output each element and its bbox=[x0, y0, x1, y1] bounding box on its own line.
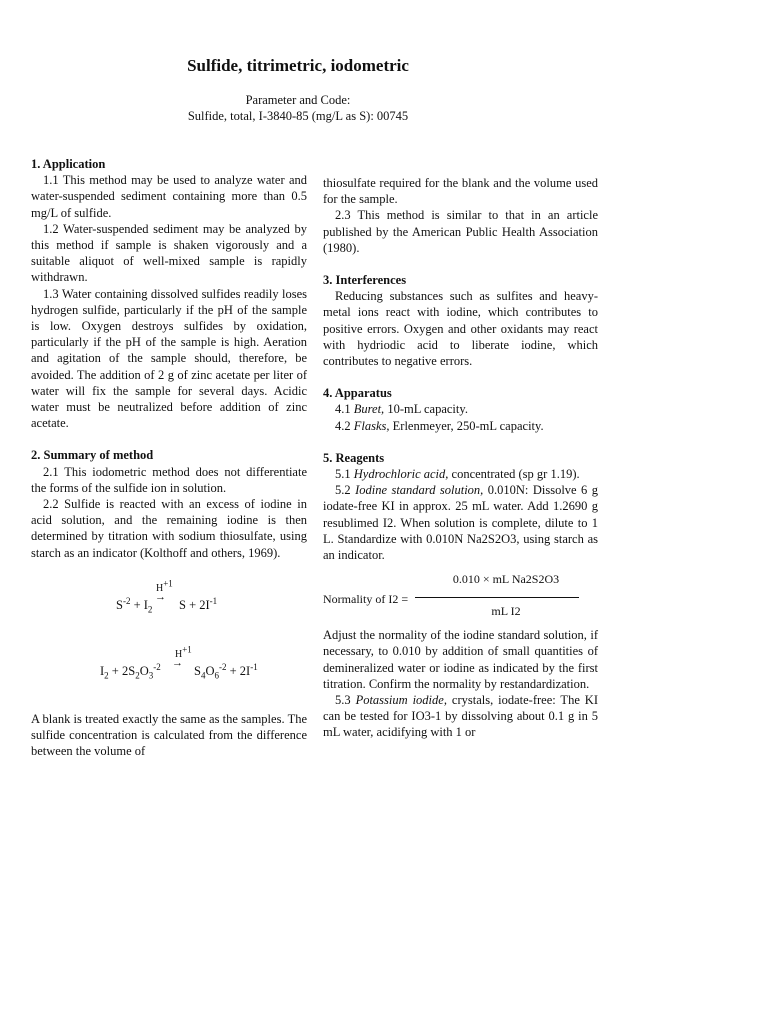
reagent-hydrochloric-acid: 5.1 Hydrochloric acid, concentrated (sp gr 1.19). bbox=[335, 467, 580, 482]
apparatus-item-flasks: 4.2 Flasks, Erlenmeyer, 250-mL capacity. bbox=[335, 418, 544, 433]
reagent-iodine-standard: 5.2 Iodine standard solution, 0.010N: Dissolve 6 g iodate-free KI in approx. 25 mL water. Add 1.2690 g resublimed I2. When solution is complete, dilute to 1 L. Standardize with 0.010N Na2S2O3, using starch as an indicator. bbox=[323, 483, 598, 563]
fraction-bar bbox=[415, 597, 579, 598]
equation-1-rhs: $S + 2I^{-1}$ bbox=[179, 595, 218, 612]
equation-sulfide-iodine bbox=[31, 575, 307, 635]
section-heading-reagents: 5. Reagents bbox=[323, 450, 385, 465]
equation-1-lhs: $S^{-2} + I_2$ bbox=[116, 595, 153, 615]
equation-2-catalyst: $H^{+1}$ bbox=[175, 644, 192, 660]
left-column bbox=[31, 156, 307, 759]
equation-iodine-thiosulfate bbox=[31, 641, 307, 701]
right-column bbox=[323, 175, 598, 741]
parameter-label: Parameter and Code: bbox=[245, 93, 351, 107]
normality-numerator: 0.010 × mL Na2S2O3 bbox=[452, 572, 560, 587]
paragraph-1-1: 1.1 This method may be used to analyze water and water-suspended sediment containing more than 0.5 mg/L of sulfide. bbox=[31, 173, 307, 220]
equation-1-catalyst: $H^{+1}$ bbox=[156, 578, 173, 594]
reagent-potassium-iodide: 5.3 Potassium iodide, crystals, iodate-free: The KI can be tested for IO3-1 by dissolving about 0.1 g in 5 mL water, acidifying with 1 or bbox=[323, 693, 598, 740]
equation-2-lhs: $I_2 + 2S_2O_3^{-2}$ bbox=[100, 661, 161, 681]
equation-1-arrow: → bbox=[155, 590, 166, 603]
parameter-code: Sulfide, total, I-3840-85 (mg/L as S): 00745 bbox=[187, 109, 409, 123]
paragraph-2-2: 2.2 Sulfide is reacted with an excess of iodine in acid solution, and the remaining iodine is then determined by titration with sodium thiosulfate, using starch as an indicator (Kolthoff and others, 1969). bbox=[31, 497, 307, 560]
paragraph-1-3: 1.3 Water containing dissolved sulfides readily loses hydrogen sulfide, particularly if the pH of the sample is low. Oxygen destroys sulfides by oxidation, particularly if the pH of the sample is high. Aeration and agitation of the sample should, therefore, be avoided. The addition of 2 g of zinc acetate per liter of water will fix the sample for several days. Acidic water must be neutralized before addition of zinc acetate. bbox=[31, 286, 307, 431]
normality-denominator: mL I2 bbox=[491, 604, 521, 619]
paragraph-blank: A blank is treated exactly the same as the samples. The sulfide concentration is calculated from the difference between the volume of bbox=[31, 711, 307, 759]
document-title: Sulfide, titrimetric, iodometric bbox=[187, 56, 409, 75]
equation-2-arrow: → bbox=[172, 656, 183, 669]
normality-formula bbox=[323, 569, 598, 627]
section-heading-apparatus: 4. Apparatus bbox=[323, 386, 392, 401]
section-heading-interferences: 3. Interferences bbox=[323, 273, 407, 288]
paragraph-blank-continued: thiosulfate required for the blank and the volume used for the sample. bbox=[323, 176, 598, 207]
paragraph-adjust-normality: Adjust the normality of the iodine standard solution, if necessary, to 0.010 by addition of small quantities of demineralized water or iodine as indicated by the first titration. Confirm the normality by restandardization. bbox=[323, 628, 598, 691]
paragraph-2-1: 2.1 This iodometric method does not differentiate the forms of the sulfide ion in solution. bbox=[31, 464, 307, 495]
equation-2-rhs: $S_4O_6^{-2} + 2I^{-1}$ bbox=[194, 661, 258, 681]
section-heading-application: 1. Application bbox=[31, 157, 106, 171]
apparatus-item-buret: 4.1 Buret, 10-mL capacity. bbox=[335, 402, 468, 417]
paragraph-3: Reducing substances such as sulfites and heavy-metal ions react with iodine, which contributes to positive errors. Oxygen and other oxidants may react with hydriodic acid to liberate iodine, which contributes to negative errors. bbox=[323, 289, 598, 369]
normality-label: Normality of I2 = bbox=[323, 592, 409, 607]
paragraph-2-3: 2.3 This method is similar to that in an article published by the American Public Health Association (1980). bbox=[323, 208, 598, 255]
section-heading-summary: 2. Summary of method bbox=[31, 448, 154, 463]
paragraph-1-2: 1.2 Water-suspended sediment may be analyzed by this method if sample is shaken vigorously and a suitable aliquot of well-mixed sample is rapidly withdrawn. bbox=[31, 221, 307, 285]
